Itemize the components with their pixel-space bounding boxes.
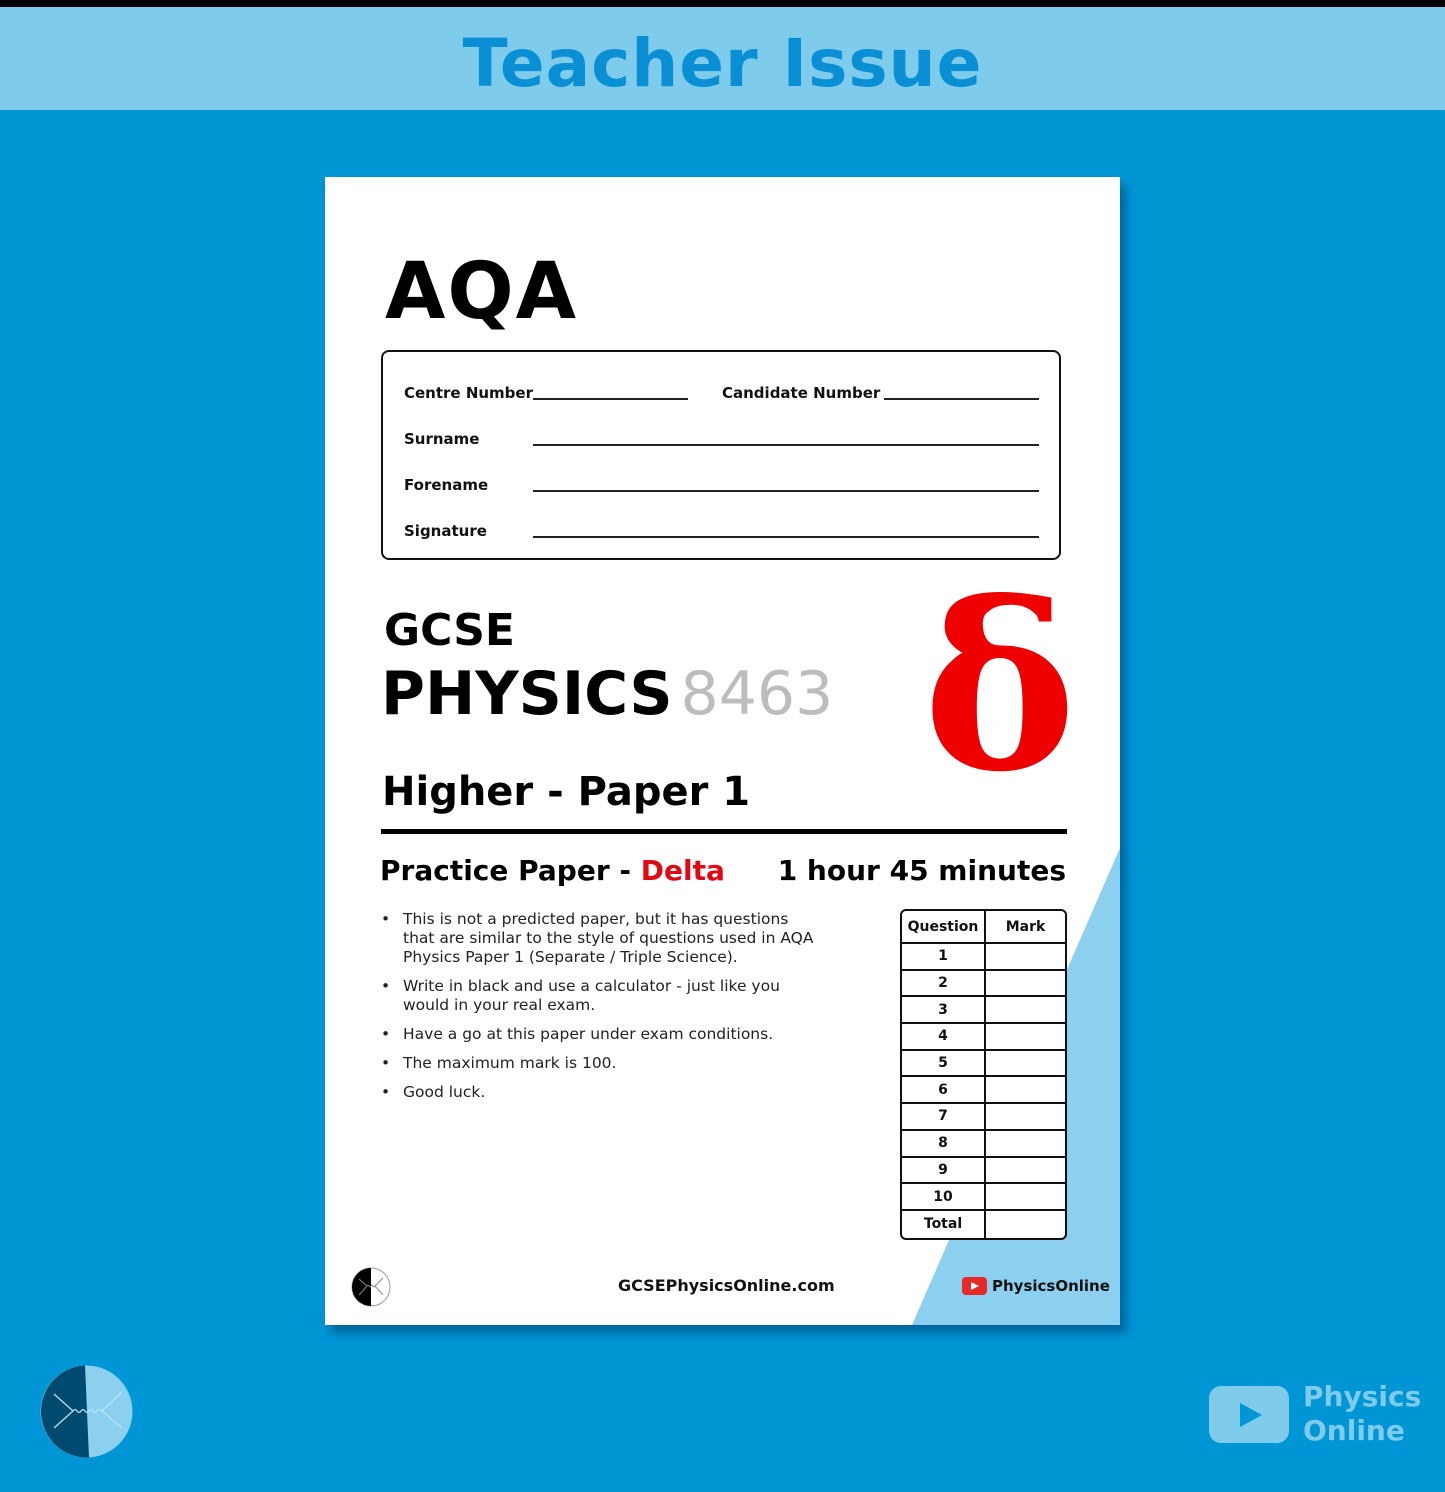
question-number: 9 xyxy=(902,1158,986,1185)
banner-title: Teacher Issue xyxy=(462,25,983,102)
question-number: 1 xyxy=(902,944,986,971)
table-row xyxy=(902,1077,1065,1104)
centre-number-label: Centre Number xyxy=(404,384,533,402)
website-link[interactable]: GCSEPhysicsOnline.com xyxy=(618,1276,835,1295)
instruction-item: • This is not a predicted paper, but it has questions that are similar to the style of questions used in AQA Physics Paper 1 (Separate / Triple Science). xyxy=(381,910,821,967)
table-row xyxy=(902,1158,1065,1185)
top-border xyxy=(0,0,1445,7)
youtube-channel-link[interactable] xyxy=(962,1277,1110,1295)
divider xyxy=(381,829,1067,834)
instruction-item: • The maximum mark is 100. xyxy=(381,1054,821,1073)
brand-name: Physics Online xyxy=(1303,1380,1422,1447)
exam-board: AQA xyxy=(385,247,579,337)
feynman-diagram-logo-icon xyxy=(351,1267,391,1307)
tier-title: Higher - Paper 1 xyxy=(382,769,751,815)
centre-number-field[interactable] xyxy=(533,398,688,400)
mark-cell[interactable] xyxy=(986,1158,1065,1185)
table-row xyxy=(902,1184,1065,1211)
table-header-row xyxy=(902,911,1065,944)
mark-cell[interactable] xyxy=(986,944,1065,971)
mark-cell[interactable] xyxy=(986,997,1065,1024)
surname-field[interactable] xyxy=(533,444,1039,446)
table-row-total xyxy=(902,1211,1065,1238)
mark-cell[interactable] xyxy=(986,971,1065,998)
variant-name: Delta xyxy=(640,854,725,887)
instructions-list xyxy=(381,910,821,1112)
candidate-details-box xyxy=(381,350,1061,560)
question-number: 3 xyxy=(902,997,986,1024)
total-label: Total xyxy=(902,1211,986,1238)
question-number: 2 xyxy=(902,971,986,998)
table-row xyxy=(902,1024,1065,1051)
mark-cell[interactable] xyxy=(986,1077,1065,1104)
forename-label: Forename xyxy=(404,476,489,494)
signature-field[interactable] xyxy=(533,536,1039,538)
question-number: 8 xyxy=(902,1131,986,1158)
mark-cell[interactable] xyxy=(986,1051,1065,1078)
question-number: 7 xyxy=(902,1104,986,1131)
feynman-diagram-logo-icon xyxy=(40,1365,133,1458)
surname-label: Surname xyxy=(404,430,480,448)
mark-cell[interactable] xyxy=(986,1131,1065,1158)
spec-code: 8463 xyxy=(680,659,834,729)
delta-symbol-icon: δ xyxy=(923,553,1077,823)
candidate-number-label: Candidate Number xyxy=(722,384,881,402)
question-number: 6 xyxy=(902,1077,986,1104)
mark-cell[interactable] xyxy=(986,1184,1065,1211)
marks-table xyxy=(900,909,1067,1240)
exam-paper-cover xyxy=(325,177,1120,1325)
table-row xyxy=(902,997,1065,1024)
youtube-play-icon xyxy=(962,1277,987,1295)
table-row xyxy=(902,1131,1065,1158)
channel-name: PhysicsOnline xyxy=(992,1277,1110,1295)
question-number: 10 xyxy=(902,1184,986,1211)
question-number: 4 xyxy=(902,1024,986,1051)
table-row xyxy=(902,1051,1065,1078)
forename-field[interactable] xyxy=(533,490,1039,492)
table-row xyxy=(902,971,1065,998)
mark-cell[interactable] xyxy=(986,1104,1065,1131)
youtube-play-icon xyxy=(1209,1386,1289,1443)
physics-online-brand[interactable] xyxy=(1209,1380,1421,1448)
banner xyxy=(0,7,1445,110)
instruction-item: • Good luck. xyxy=(381,1083,821,1102)
table-row xyxy=(902,944,1065,971)
total-mark-cell[interactable] xyxy=(986,1211,1065,1238)
column-header-mark: Mark xyxy=(986,911,1065,944)
exam-duration: 1 hour 45 minutes xyxy=(777,854,1066,887)
qualification-level: GCSE xyxy=(384,605,515,656)
question-number: 5 xyxy=(902,1051,986,1078)
subject-name: PHYSICS xyxy=(381,659,673,729)
table-row xyxy=(902,1104,1065,1131)
candidate-number-field[interactable] xyxy=(884,398,1039,400)
instruction-item: • Have a go at this paper under exam conditions. xyxy=(381,1025,821,1044)
practice-paper-label: Practice Paper - Delta xyxy=(380,854,725,887)
column-header-question: Question xyxy=(902,911,986,944)
instruction-item: • Write in black and use a calculator - just like you would in your real exam. xyxy=(381,977,821,1015)
subject-title xyxy=(381,659,833,729)
signature-label: Signature xyxy=(404,522,487,540)
mark-cell[interactable] xyxy=(986,1024,1065,1051)
